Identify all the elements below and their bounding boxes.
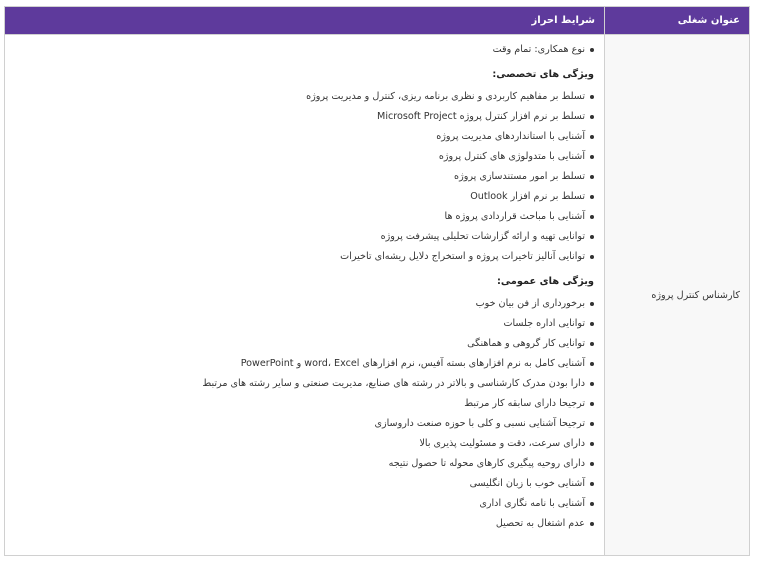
specialized-list-item: توانایی تهیه و ارائه گزارشات تحلیلی پیشرفت پروژه: [11, 227, 594, 247]
table-row: [5, 35, 750, 556]
specialized-list-item: تسلط بر نرم افزار Outlook: [11, 187, 594, 207]
job-title-header: عنوان شغلی: [605, 7, 750, 35]
requirements-header: شرایط احراز: [5, 7, 605, 35]
general-list-item: توانایی کار گروهی و هماهنگی: [11, 334, 594, 354]
job-requirements-table-container: [4, 6, 750, 556]
general-list-item: عدم اشتغال به تحصیل: [11, 514, 594, 534]
general-list-item: دارای روحیه پیگیری کارهای محوله تا حصول نتیجه: [11, 454, 594, 474]
general-list-item: دارای سرعت، دقت و مسئولیت پذیری بالا: [11, 434, 594, 454]
general-list-item: ترجیحا دارای سابقه کار مرتبط: [11, 394, 594, 414]
general-heading: ویژگی های عمومی:: [496, 276, 594, 287]
general-list-item: دارا بودن مدرک کارشناسی و بالاتر در رشته های صنایع، مدیریت صنعتی و سایر رشته های مرتبط: [11, 374, 594, 394]
requirements-cell: [5, 35, 605, 556]
specialized-list-item: تسلط بر امور مستندسازی پروژه: [11, 167, 594, 187]
specialized-list-item: آشنایی با استانداردهای مدیریت پروژه: [11, 127, 594, 147]
table-header-row: [5, 7, 750, 35]
general-list-item: آشنایی کامل به نرم افزارهای بسته آفیس، نرم افزارهای word، Excel و PowerPoint: [11, 354, 594, 374]
specialized-list-item: تسلط بر مفاهیم کاربردی و نظری برنامه ریزی، کنترل و مدیریت پروژه: [11, 87, 594, 107]
specialized-list: [11, 87, 594, 267]
general-list-item: توانایی اداره جلسات: [11, 314, 594, 334]
general-list: [11, 294, 594, 534]
job-title-cell: کارشناس کنترل پروژه: [605, 35, 750, 556]
general-list-item: آشنایی خوب با زبان انگلیسی: [11, 474, 594, 494]
job-requirements-table: [4, 6, 750, 556]
general-list-item: برخورداری از فن بیان خوب: [11, 294, 594, 314]
specialized-heading: ویژگی های تخصصی:: [492, 69, 594, 80]
list-item: نوع همکاری: تمام وقت: [11, 40, 594, 60]
specialized-list-item: آشنایی با متدولوژی های کنترل پروژه: [11, 147, 594, 167]
specialized-list-item: آشنایی با مباحث قراردادی پروژه ها: [11, 207, 594, 227]
general-list-item: ترجیحا آشنایی نسبی و کلی با حوزه صنعت داروسازی: [11, 414, 594, 434]
specialized-list-item: توانایی آنالیز تاخیرات پروژه و استخراج دلایل ریشه‌ای تاخیرات: [11, 247, 594, 267]
cooperation-list: [11, 40, 594, 60]
general-list-item: آشنایی با نامه نگاری اداری: [11, 494, 594, 514]
specialized-list-item: تسلط بر نرم افزار کنترل پروژه Microsoft Project: [11, 107, 594, 127]
